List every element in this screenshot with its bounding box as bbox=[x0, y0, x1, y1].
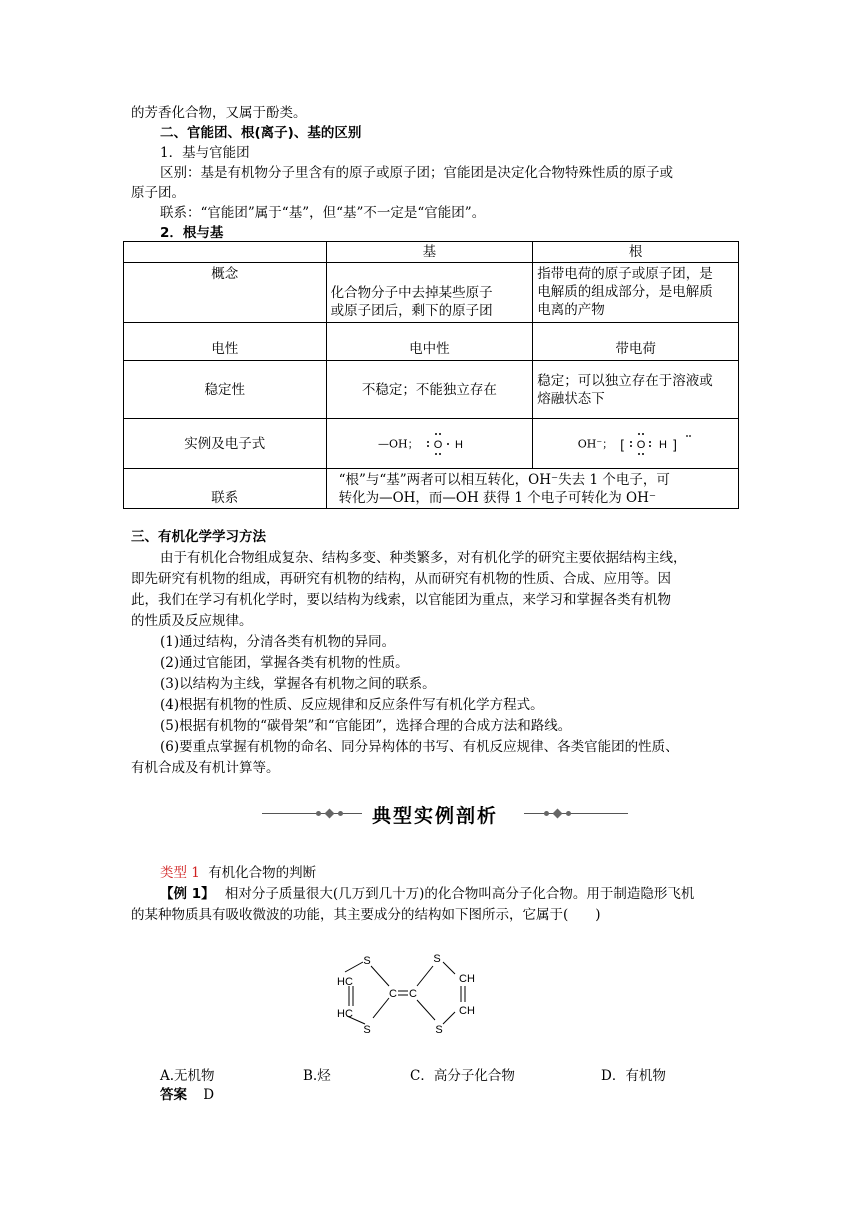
table-row-charge bbox=[124, 323, 739, 361]
table-header-gen: 根 bbox=[533, 242, 739, 263]
table-header-row bbox=[124, 242, 739, 263]
table-cell-concept-ji bbox=[326, 263, 533, 323]
hydroxyl-electron-dot-formula bbox=[423, 431, 481, 457]
section3-para-line3: 此，我们在学习有机化学时，要以结构为线索，以官能团为重点，来学习和掌握各类有机物 bbox=[131, 592, 671, 608]
section2-diff-line2: 原子团。 bbox=[131, 185, 185, 201]
structure-hc-top: HC bbox=[337, 976, 353, 988]
section3-item-4: (4)根据有机物的性质、反应规律和反应条件写有机化学方程式。 bbox=[160, 697, 544, 713]
table-row-example bbox=[124, 419, 739, 469]
section3-para-line4: 的性质及反应规律。 bbox=[131, 613, 253, 629]
type1-header bbox=[160, 864, 316, 882]
structure-c-left: C bbox=[389, 988, 397, 1000]
table-row-link bbox=[124, 469, 739, 509]
answer-line bbox=[160, 1086, 214, 1104]
table-cell-example-ji bbox=[326, 419, 533, 469]
option-c: C．高分子化合物 bbox=[410, 1068, 515, 1084]
section2-sub1-title: 1．基与官能团 bbox=[160, 145, 250, 161]
structure-hc-bottom: HC bbox=[337, 1008, 353, 1020]
example-gen-formula: OH⁻； bbox=[577, 437, 614, 450]
section2-relation: 联系：“官能团”属于“基”，但“基”不一定是“官能团”。 bbox=[160, 205, 486, 221]
hydroxide-electron-dot-formula bbox=[617, 431, 693, 457]
table-cell-charge-gen: 带电荷 bbox=[533, 323, 739, 361]
table-cell-stability-ji: 不稳定；不能独立存在 bbox=[326, 361, 533, 419]
gen-atom-h: H bbox=[659, 438, 668, 451]
table-row-stability bbox=[124, 361, 739, 419]
concept-gen-line1: 指带电荷的原子或原子团，是 bbox=[537, 266, 713, 282]
comparison-table bbox=[123, 241, 739, 509]
gen-atom-o: O bbox=[637, 438, 646, 451]
example1-label: 【例 1】 bbox=[160, 886, 215, 902]
link-text-line1: “根”与“基”两者可以相互转化，OH⁻失去 1 个电子，可 bbox=[338, 471, 670, 488]
table-label-link: 联系 bbox=[124, 469, 327, 509]
table-label-stability: 稳定性 bbox=[124, 361, 327, 419]
example1-line1 bbox=[160, 885, 694, 903]
section3-item-5: (5)根据有机物的“碳骨架”和“官能团”，选择合理的合成方法和路线。 bbox=[160, 718, 572, 734]
type1-title: 有机化合物的判断 bbox=[208, 865, 317, 881]
section2-sub2-title: 2．根与基 bbox=[160, 225, 224, 241]
table-header-ji: 基 bbox=[326, 242, 533, 263]
section2-title: 二、官能团、根(离子)、基的区别 bbox=[160, 125, 362, 141]
table-cell-link bbox=[326, 469, 738, 509]
table-label-concept: 概念 bbox=[124, 263, 327, 323]
type1-label: 类型 1 bbox=[160, 865, 200, 881]
concept-ji-line2: 或原子团后，剩下的原子团 bbox=[330, 303, 493, 319]
table-row-concept bbox=[124, 263, 739, 323]
section3-item-2: (2)通过官能团，掌握各类有机物的性质。 bbox=[160, 655, 409, 671]
section2-diff-line1: 区别：基是有机物分子里含有的原子或原子团；官能团是决定化合物特殊性质的原子或 bbox=[160, 165, 673, 181]
stability-gen-line1: 稳定；可以独立存在于溶液或 bbox=[537, 372, 713, 389]
table-cell-charge-ji: 电中性 bbox=[326, 323, 533, 361]
section-heading: 典型实例剖析 bbox=[372, 805, 499, 827]
structure-ch-top: CH bbox=[459, 973, 475, 985]
answer-value: D bbox=[203, 1087, 215, 1103]
link-text-line2: 转化为—OH，而—OH 获得 1 个电子可转化为 OH⁻ bbox=[338, 489, 656, 506]
section3-title: 三、有机化学学习方法 bbox=[131, 529, 266, 545]
section3-item-1: (1)通过结构，分清各类有机物的异同。 bbox=[160, 634, 396, 650]
concept-ji-line1: 化合物分子中去掉某些原子 bbox=[330, 285, 493, 301]
intro-line: 的芳香化合物，又属于酚类。 bbox=[131, 105, 307, 121]
example1-text-line1: 相对分子质量很大(几万到几十万)的化合物叫高分子化合物。用于制造隐形飞机 bbox=[224, 886, 695, 902]
table-cell-example-gen bbox=[533, 419, 739, 469]
section3-item-3: (3)以结构为主线，掌握各有机物之间的联系。 bbox=[160, 676, 436, 692]
svg-text:]: ] bbox=[673, 436, 678, 452]
structure-s-bottom-left: S bbox=[363, 1024, 371, 1036]
structure-s-top-left: S bbox=[363, 955, 371, 967]
structure-s-top-right: S bbox=[433, 953, 441, 965]
example1-text-line2: 的某种物质具有吸收微波的功能，其主要成分的结构如下图所示，它属于( ) bbox=[131, 907, 601, 923]
table-label-example: 实例及电子式 bbox=[124, 419, 327, 469]
ji-atom-o: O bbox=[433, 438, 443, 451]
section3-para-line2: 即先研究有机物的组成，再研究有机物的结构，从而研究有机物的性质、合成、应用等。因 bbox=[131, 571, 671, 587]
structure-c-right: C bbox=[409, 988, 417, 1000]
table-header-empty bbox=[124, 242, 327, 263]
structure-ch-bottom: CH bbox=[459, 1005, 475, 1017]
ji-atom-h: H bbox=[454, 438, 463, 451]
svg-text:[: [ bbox=[620, 436, 625, 452]
concept-gen-line2: 电解质的组成部分，是电解质 bbox=[537, 284, 713, 300]
structure-s-bottom-right: S bbox=[435, 1024, 443, 1036]
section3-item-6: (6)要重点掌握有机物的命名、同分异构体的书写、有机反应规律、各类官能团的性质、 bbox=[160, 739, 679, 755]
stability-gen-line2: 熔融状态下 bbox=[537, 390, 605, 407]
option-b: B.烃 bbox=[303, 1068, 331, 1084]
option-a: A.无机物 bbox=[160, 1068, 215, 1084]
table-cell-concept-gen bbox=[533, 263, 739, 323]
option-d: D．有机物 bbox=[601, 1068, 666, 1084]
section3-para-line1: 由于有机化合物组成复杂、结构多变、种类繁多，对有机化学的研究主要依据结构主线， bbox=[160, 550, 687, 566]
section3-item-6-cont: 有机合成及有机计算等。 bbox=[131, 760, 280, 776]
answer-label: 答案 bbox=[160, 1087, 187, 1103]
table-label-charge: 电性 bbox=[124, 323, 327, 361]
molecule-structure-diagram bbox=[325, 944, 495, 1044]
example-ji-formula: —OH； bbox=[377, 437, 419, 450]
concept-gen-line3: 电离的产物 bbox=[537, 302, 605, 318]
table-cell-stability-gen bbox=[533, 361, 739, 419]
